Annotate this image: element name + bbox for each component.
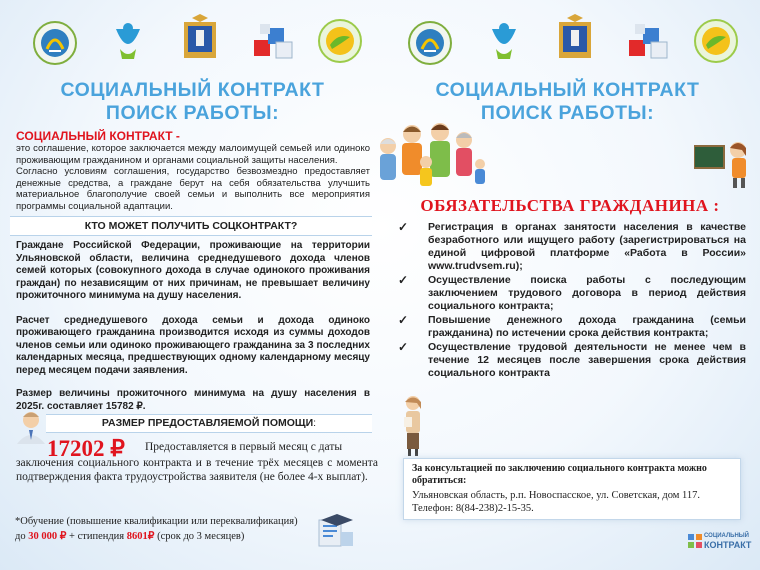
help-footnote-amount2: 8601₽ — [126, 531, 155, 542]
duties-list — [398, 220, 746, 381]
logo-wheat-gear-icon — [33, 21, 77, 65]
duty-item-1-text: Регистрация в органах занятости населения в качестве безработного или ищущего работу (зарегистрироваться на единой цифровой платформе «Работа в России» www.trudvsem.ru); — [428, 221, 746, 272]
help-footnote — [15, 514, 315, 544]
logo-dove-icon-right — [694, 19, 738, 63]
duty-item-1 — [398, 220, 746, 273]
logo-wheat-gear-icon-right — [408, 21, 452, 65]
logo-people-icon-right — [484, 19, 524, 59]
definition-para2: Согласно условиям соглашения, государство безвозмездно предоставляет денежные средства, а граждане берут на себя обязательства улучшить материальное благополучие своей семьи и выполнить все мероприятия программы социальной адаптации. — [16, 166, 370, 212]
check-icon: ✓ — [398, 220, 409, 234]
who-para3: Размер величины прожиточного минимума на душу населения в 2025г. составляет 15782 ₽. — [16, 388, 370, 412]
brand-logo — [688, 530, 750, 552]
left-title-line2: ПОИСК РАБОТЫ: — [105, 102, 280, 124]
graduation-illustration — [315, 506, 357, 548]
left-title — [20, 79, 365, 125]
help-footnote-post: (срок до 3 месяцев) — [154, 531, 245, 542]
contact-phone: Телефон: 8(84-238)2-15-35. — [412, 503, 534, 514]
right-title-line2: ПОИСК РАБОТЫ: — [480, 102, 655, 124]
check-icon: ✓ — [398, 340, 409, 354]
left-title-line1: СОЦИАЛЬНЫЙ КОНТРАКТ — [60, 79, 325, 101]
duty-item-4-text: Осуществление трудовой деятельности не менее чем в течение 12 месяцев после завершения срока действия социального контракта — [428, 341, 746, 379]
help-bar-title: РАЗМЕР ПРЕДОСТАВЛЯЕМОЙ ПОМОЩИ — [101, 417, 314, 429]
definition-para1: это соглашение, которое заключается между малоимущей семьей или одиноко проживающим гражданином и органами социальной защиты населения. — [16, 143, 370, 166]
brand-logo-icon — [688, 534, 702, 548]
help-footnote-line1: *Обучение (повышение квалификации или переквалификация) — [15, 516, 298, 527]
duty-item-2-text: Осуществление поиска работы с последующим заключением трудового договора в период действия социального контракта; — [428, 274, 746, 312]
help-footnote-mid: + стипендия — [66, 531, 127, 542]
who-para1: Граждане Российской Федерации, проживающие на территории Ульяновской области, величина среднедушевого дохода членов семей которых (совокупного дохода в случае одинокого проживания граждан) по независящим от них причинам, не превышает величину прожиточного минимума на душу населения. — [16, 240, 370, 301]
logo-people-icon — [108, 19, 148, 59]
woman-illustration — [398, 393, 428, 457]
check-icon: ✓ — [398, 273, 409, 287]
logo-cubes-icon — [250, 18, 296, 64]
logo-cubes-icon-right — [625, 18, 671, 64]
help-footnote-amount1: 30 000 ₽ — [28, 531, 67, 542]
help-footnote-pre: до — [15, 531, 29, 542]
help-amount-text-rest: заключения социального контракта и в течение трёх месяцев с момента подтверждения факта трудоустройства заявителя (не более 4-х выплат). — [16, 457, 378, 484]
teacher-illustration — [694, 136, 754, 190]
check-icon: ✓ — [398, 313, 409, 327]
definition-section — [16, 129, 370, 212]
logo-coat-of-arms-icon — [178, 14, 222, 62]
logo-coat-of-arms-icon-right — [553, 14, 597, 62]
contact-heading: За консультацией по заключению социального контракта можно обратиться: — [412, 463, 707, 486]
help-amount-text-first: Предоставляется в первый месяц с даты — [145, 441, 343, 453]
duty-item-4 — [398, 340, 746, 380]
duty-item-2 — [398, 273, 746, 313]
contact-address: Ульяновская область, р.п. Новоспасское, ул. Советская, дом 117. — [412, 490, 700, 501]
who-para2: Расчет среднедушевого дохода семьи и дохода одиноко проживающего гражданина производится исходя из суммы доходов членов семьи или одиноко проживающего гражданина за 3 последних календарных месяца, предшествующих одному календарному месяцу перед месяцем подачи заявления. — [16, 314, 370, 376]
right-title-line1: СОЦИАЛЬНЫЙ КОНТРАКТ — [435, 79, 700, 101]
who-section — [16, 240, 370, 413]
consultant-man-illustration — [14, 408, 48, 444]
duty-item-3 — [398, 313, 746, 340]
logo-dove-icon — [318, 19, 362, 63]
family-illustration — [372, 118, 490, 190]
who-bar — [10, 216, 372, 236]
contact-box — [403, 458, 741, 520]
help-footnote-line2 — [15, 529, 315, 544]
brand-line1: СОЦИАЛЬНЫЙ — [704, 533, 749, 539]
duty-item-3-text: Повышение денежного дохода гражданина (семьи гражданина) по истечении срока действия контракта; — [428, 314, 746, 339]
help-amount: 17202 ₽ — [47, 436, 125, 461]
definition-heading: СОЦИАЛЬНЫЙ КОНТРАКТ - — [16, 129, 180, 143]
brand-line2: КОНТРАКТ — [704, 540, 752, 550]
help-bar — [46, 414, 372, 433]
duties-heading: ОБЯЗАТЕЛЬСТВА ГРАЖДАНИНА : — [420, 196, 720, 215]
who-bar-title: КТО МОЖЕТ ПОЛУЧИТЬ СОЦКОНТРАКТ? — [84, 220, 298, 232]
help-bar-colon: : — [313, 417, 317, 429]
